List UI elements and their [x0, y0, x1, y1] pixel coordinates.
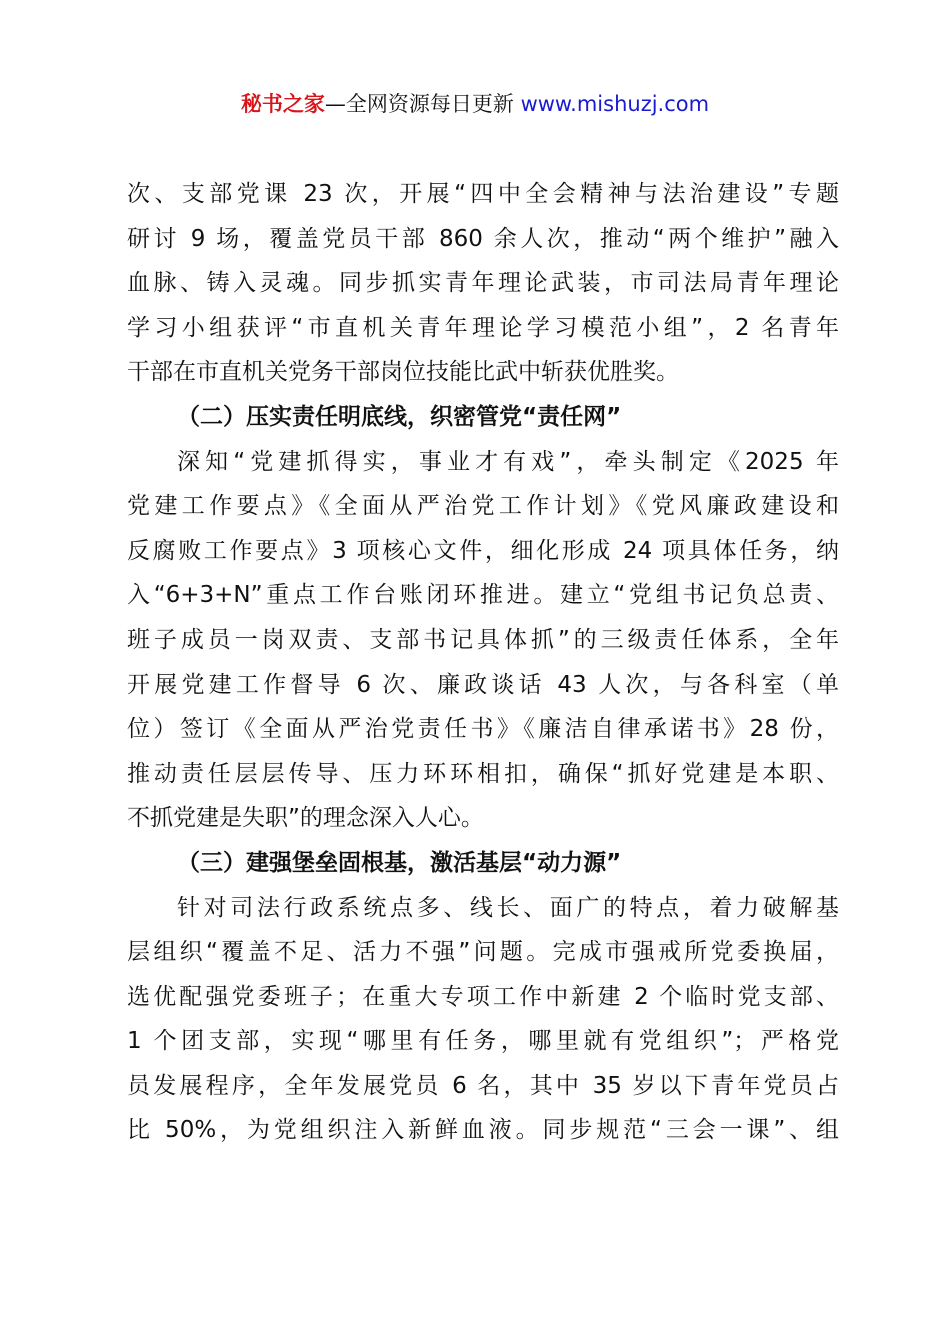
body-line: 1 个团支部，实现“哪里有任务，哪里就有党组织”；严格党	[127, 1028, 839, 1055]
page-header	[0, 86, 950, 122]
site-link[interactable]: www.mishuzj.com	[520, 92, 710, 116]
body-line: 学习小组获评“市直机关青年理论学习模范小组”，2 名青年	[127, 314, 839, 341]
body-line: 研讨 9 场，覆盖党员干部 860 余人次，推动“两个维护”融入	[127, 225, 839, 252]
body-line: 入“6+3+N”重点工作台账闭环推进。建立“党组书记负总责、	[127, 582, 839, 609]
body-line: 开展党建工作督导 6 次、廉政谈话 43 人次，与各科室（单	[127, 671, 839, 698]
body-line: 推动责任层层传导、压力环环相扣，确保“抓好党建是本职、	[127, 760, 839, 787]
body-line: 血脉、铸入灵魂。同步抓实青年理论武装，市司法局青年理论	[127, 270, 839, 297]
body-line: 员发展程序，全年发展党员 6 名，其中 35 岁以下青年党员占	[127, 1072, 839, 1099]
document-body	[127, 172, 839, 1153]
section-heading-3: （三）建强堡垒固根基，激活基层“动力源”	[177, 849, 622, 876]
body-line: 针对司法行政系统点多、线长、面广的特点，着力破解基	[177, 894, 839, 921]
body-line: 反腐败工作要点》3 项核心文件，细化形成 24 项具体任务，纳	[127, 537, 839, 564]
body-line: 次、支部党课 23 次，开展“四中全会精神与法治建设”专题	[127, 181, 839, 207]
section-heading-2: （二）压实责任明底线，织密管党“责任网”	[177, 403, 622, 430]
body-line: 层组织“覆盖不足、活力不强”问题。完成市强戒所党委换届，	[127, 939, 839, 966]
body-line: 干部在市直机关党务干部岗位技能比武中斩获优胜奖。	[127, 359, 679, 386]
body-line: 选优配强党委班子；在重大专项工作中新建 2 个临时党支部、	[127, 983, 839, 1010]
brand-name: 秘书之家	[240, 92, 325, 116]
body-line: 深知“党建抓得实，事业才有戏”，牵头制定《2025 年	[177, 448, 839, 475]
body-line: 班子成员一岗双责、支部书记具体抓”的三级责任体系，全年	[127, 626, 839, 653]
body-line: 位）签订《全面从严治党责任书》《廉洁自律承诺书》28 份，	[127, 716, 839, 743]
header-tagline: —全网资源每日更新	[324, 92, 514, 116]
body-line: 比 50%，为党组织注入新鲜血液。同步规范“三会一课”、组	[127, 1117, 839, 1144]
body-line: 不抓党建是失职”的理念深入人心。	[127, 805, 484, 832]
body-line: 党建工作要点》《全面从严治党工作计划》《党风廉政建设和	[127, 493, 839, 520]
